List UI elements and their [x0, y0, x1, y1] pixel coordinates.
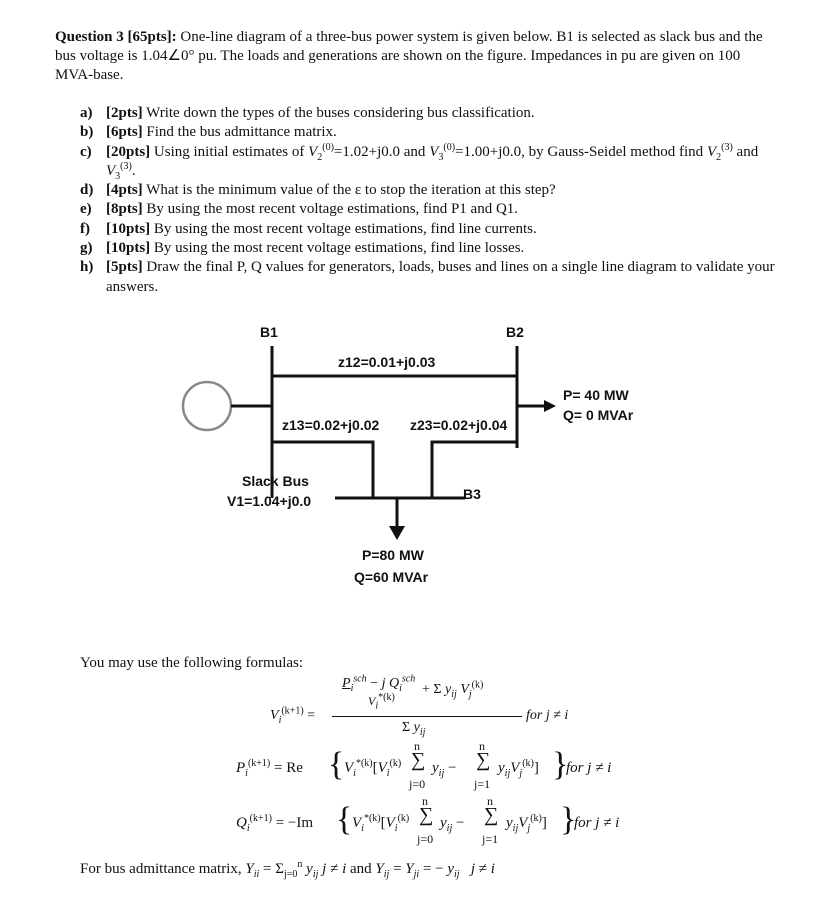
condition-text-1: for j ≠ i	[526, 708, 569, 723]
question-item-b: b) [6pts] Find the bus admittance matrix.	[80, 124, 337, 141]
load-q: Q=60 MVAr	[354, 569, 429, 585]
generator-icon	[183, 382, 231, 430]
load-p: P=80 MW	[362, 547, 424, 563]
slack-bus-voltage: V1=1.04+j0.0	[227, 493, 312, 509]
reactive-power-formula: $Q_i^{(k+1)} = -Im$ { $V_i^{*(k)}[V_i^{(k)}$ ∑ n j=0 $y_{ij}$ − ∑ n j=1 $y_{ij}V_j^{(k)}$] } for j ≠ i	[236, 794, 620, 846]
load-arrow-icon	[389, 526, 405, 540]
generation-q: Q= 0 MVAr	[563, 407, 634, 423]
question-item-a: a) [2pts] Write down the types of the buses considering bus classification.	[80, 105, 535, 121]
question-item-f: f) [10pts] By using the most recent voltage estimations, find line currents.	[80, 220, 537, 237]
question-item-c: c) [20pts] Using initial estimates of $V_2^{(0)}=1.02+j0.0$ and $V_3^{(0)}=1.00+j0.0$, by Gauss-Seidel method find $V_2^{(3)}$ and $V_3^{(3)}$.	[80, 141, 759, 182]
question-item-d: d) [4pts] What is the minimum value of the ε to stop the iteration at this step?	[80, 182, 556, 199]
impedance-z23: z23=0.02+j0.04	[410, 417, 508, 433]
bus-label-b2: B2	[506, 324, 524, 340]
slack-bus-label: Slack Bus	[242, 473, 309, 489]
real-power-formula: $P_i^{(k+1)} = Re$ { $V_i^{*(k)}[V_i^{(k)}$ ∑ n j=0 $y_{ij}$ − ∑ n j=1 $y_{ij}V_j^{(k)}$] } for j ≠ i	[236, 739, 612, 791]
question-title: Question 3 [65pts]:	[55, 29, 177, 45]
question-item-e: e) [8pts] By using the most recent voltage estimations, find P1 and Q1.	[80, 201, 519, 218]
impedance-z13: z13=0.02+j0.02	[282, 417, 380, 433]
question-intro-text: One-line diagram of a three-bus power system is given below. B1 is selected as slack bus and the bus voltage is 1.04∠0° pu. The loads and generations are shown on the figure. Impedances in pu are given on 100 MVA-base.	[55, 29, 763, 83]
bus-label-b3: B3	[463, 486, 481, 502]
condition-text-2: for j ≠ i	[566, 760, 612, 776]
condition-text-3: for j ≠ i	[574, 815, 620, 831]
question-item-g: g) [10pts] By using the most recent voltage estimations, find line losses.	[80, 240, 525, 257]
voltage-update-formula: $V_i^{(k+1)}$ = $P_i^{sch} - j$ $Q_i^{sch}$ $V_i^{*(k)}$ + Σ $y_{ij}$ $V_j^{(k)}$ Σ $y_{ij}$ for j ≠ i	[270, 673, 569, 738]
impedance-z12: z12=0.01+j0.03	[338, 354, 436, 370]
line-13	[272, 442, 373, 498]
formulas-title: You may use the following formulas:	[80, 655, 304, 671]
admittance-note: For bus admittance matrix, $Y_{ii} = \Sigma_{j=0}^n$ $y_{ij}$ j ≠ i and $Y_{ij} = Y_{ji}$ = − $y_{ij}$ j ≠ i	[80, 859, 495, 880]
question-intro	[55, 28, 777, 85]
generation-p: P= 40 MW	[563, 387, 629, 403]
bus-label-b1: B1	[260, 324, 278, 340]
question-item-h: h) [5pts] Draw the final P, Q values for generators, loads, buses and lines on a single line diagram to validate your answers.	[80, 259, 775, 295]
b2-arrow-icon	[544, 400, 556, 412]
one-line-diagram	[0, 318, 828, 608]
question-list	[80, 104, 780, 297]
